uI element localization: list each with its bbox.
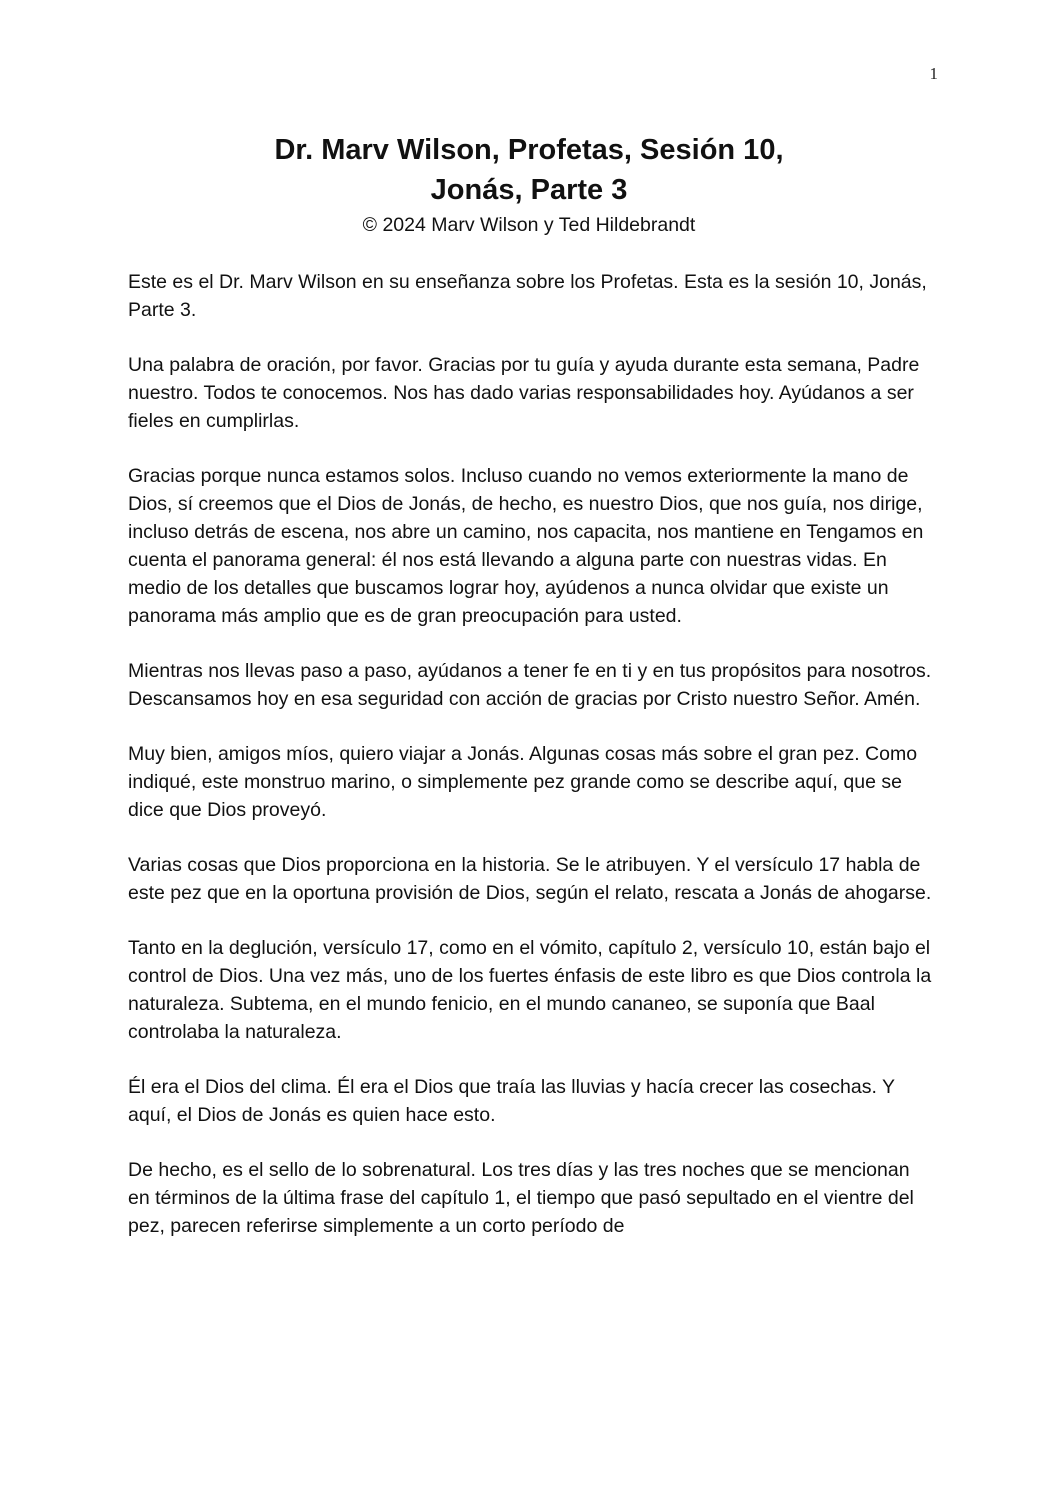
paragraph-intro: Este es el Dr. Marv Wilson en su enseñanza sobre los Profetas. Esta es la sesión 10, Jonás, Parte 3. [128, 271, 927, 321]
document-body [128, 268, 934, 1267]
paragraph-god-of-weather: Él era el Dios del clima. Él era el Dios que traía las lluvias y hacía crecer las cosechas. Y aquí, el Dios de Jonás es quien hace esto. [128, 1076, 895, 1126]
paragraph-prayer-guidance: Gracias porque nunca estamos solos. Incluso cuando no vemos exteriormente la mano de Dios, sí creemos que el Dios de Jonás, de hecho, es nuestro Dios, que nos guía, nos dirige, incluso detrás de escena, nos abre un camino, nos capacita, nos mantiene en Tengamos en cuenta el panorama general: él nos está llevando a alguna parte con nuestras vidas. En medio de los detalles que buscamos lograr hoy, ayúdenos a nunca olvidar que existe un panorama más amplio que es de gran preocupación para usted. [128, 465, 924, 627]
copyright-notice: © 2024 Marv Wilson y Ted Hildebrandt [362, 214, 696, 236]
paragraph-prayer-opening: Una palabra de oración, por favor. Gracias por tu guía y ayuda durante esta semana, Padre nuestro. Todos te conocemos. Nos has dado varias responsabilidades hoy. Ayúdanos a ser fieles en cumplirlas. [128, 354, 920, 432]
paragraph-control-of-nature: Tanto en la deglución, versículo 17, como en el vómito, capítulo 2, versículo 10, están bajo el control de Dios. Una vez más, uno de los fuertes énfasis de este libro es que Dios controla la naturaleza. Subtema, en el mundo fenicio, en el mundo cananeo, se suponía que Baal controlaba la naturaleza. [128, 937, 932, 1043]
paragraph-great-fish: Muy bien, amigos míos, quiero viajar a Jonás. Algunas cosas más sobre el gran pez. Como indiqué, este monstruo marino, o simplemente pez grande como se describe aquí, que se dice que Dios proveyó. [128, 743, 918, 821]
title-block [0, 130, 1058, 240]
paragraph-prayer-closing: Mientras nos llevas paso a paso, ayúdanos a tener fe en ti y en tus propósitos para nosotros. Descansamos hoy en esa seguridad con acción de gracias por Cristo nuestro Señor. Amén. [128, 660, 932, 710]
paragraph-three-days: De hecho, es el sello de lo sobrenatural. Los tres días y las tres noches que se mencionan en términos de la última frase del capítulo 1, el tiempo que pasó sepultado en el vientre del pez, parecen referirse simplemente a un corto período de [128, 1159, 914, 1237]
page-number: 1 [929, 64, 938, 83]
document-title-line-1: Dr. Marv Wilson, Profetas, Sesión 10, [274, 134, 784, 166]
document-title-line-2: Jonás, Parte 3 [430, 174, 628, 206]
paragraph-gods-provision: Varias cosas que Dios proporciona en la historia. Se le atribuyen. Y el versículo 17 habla de este pez que en la oportuna provisión de Dios, según el relato, rescata a Jonás de ahogarse. [128, 854, 932, 904]
